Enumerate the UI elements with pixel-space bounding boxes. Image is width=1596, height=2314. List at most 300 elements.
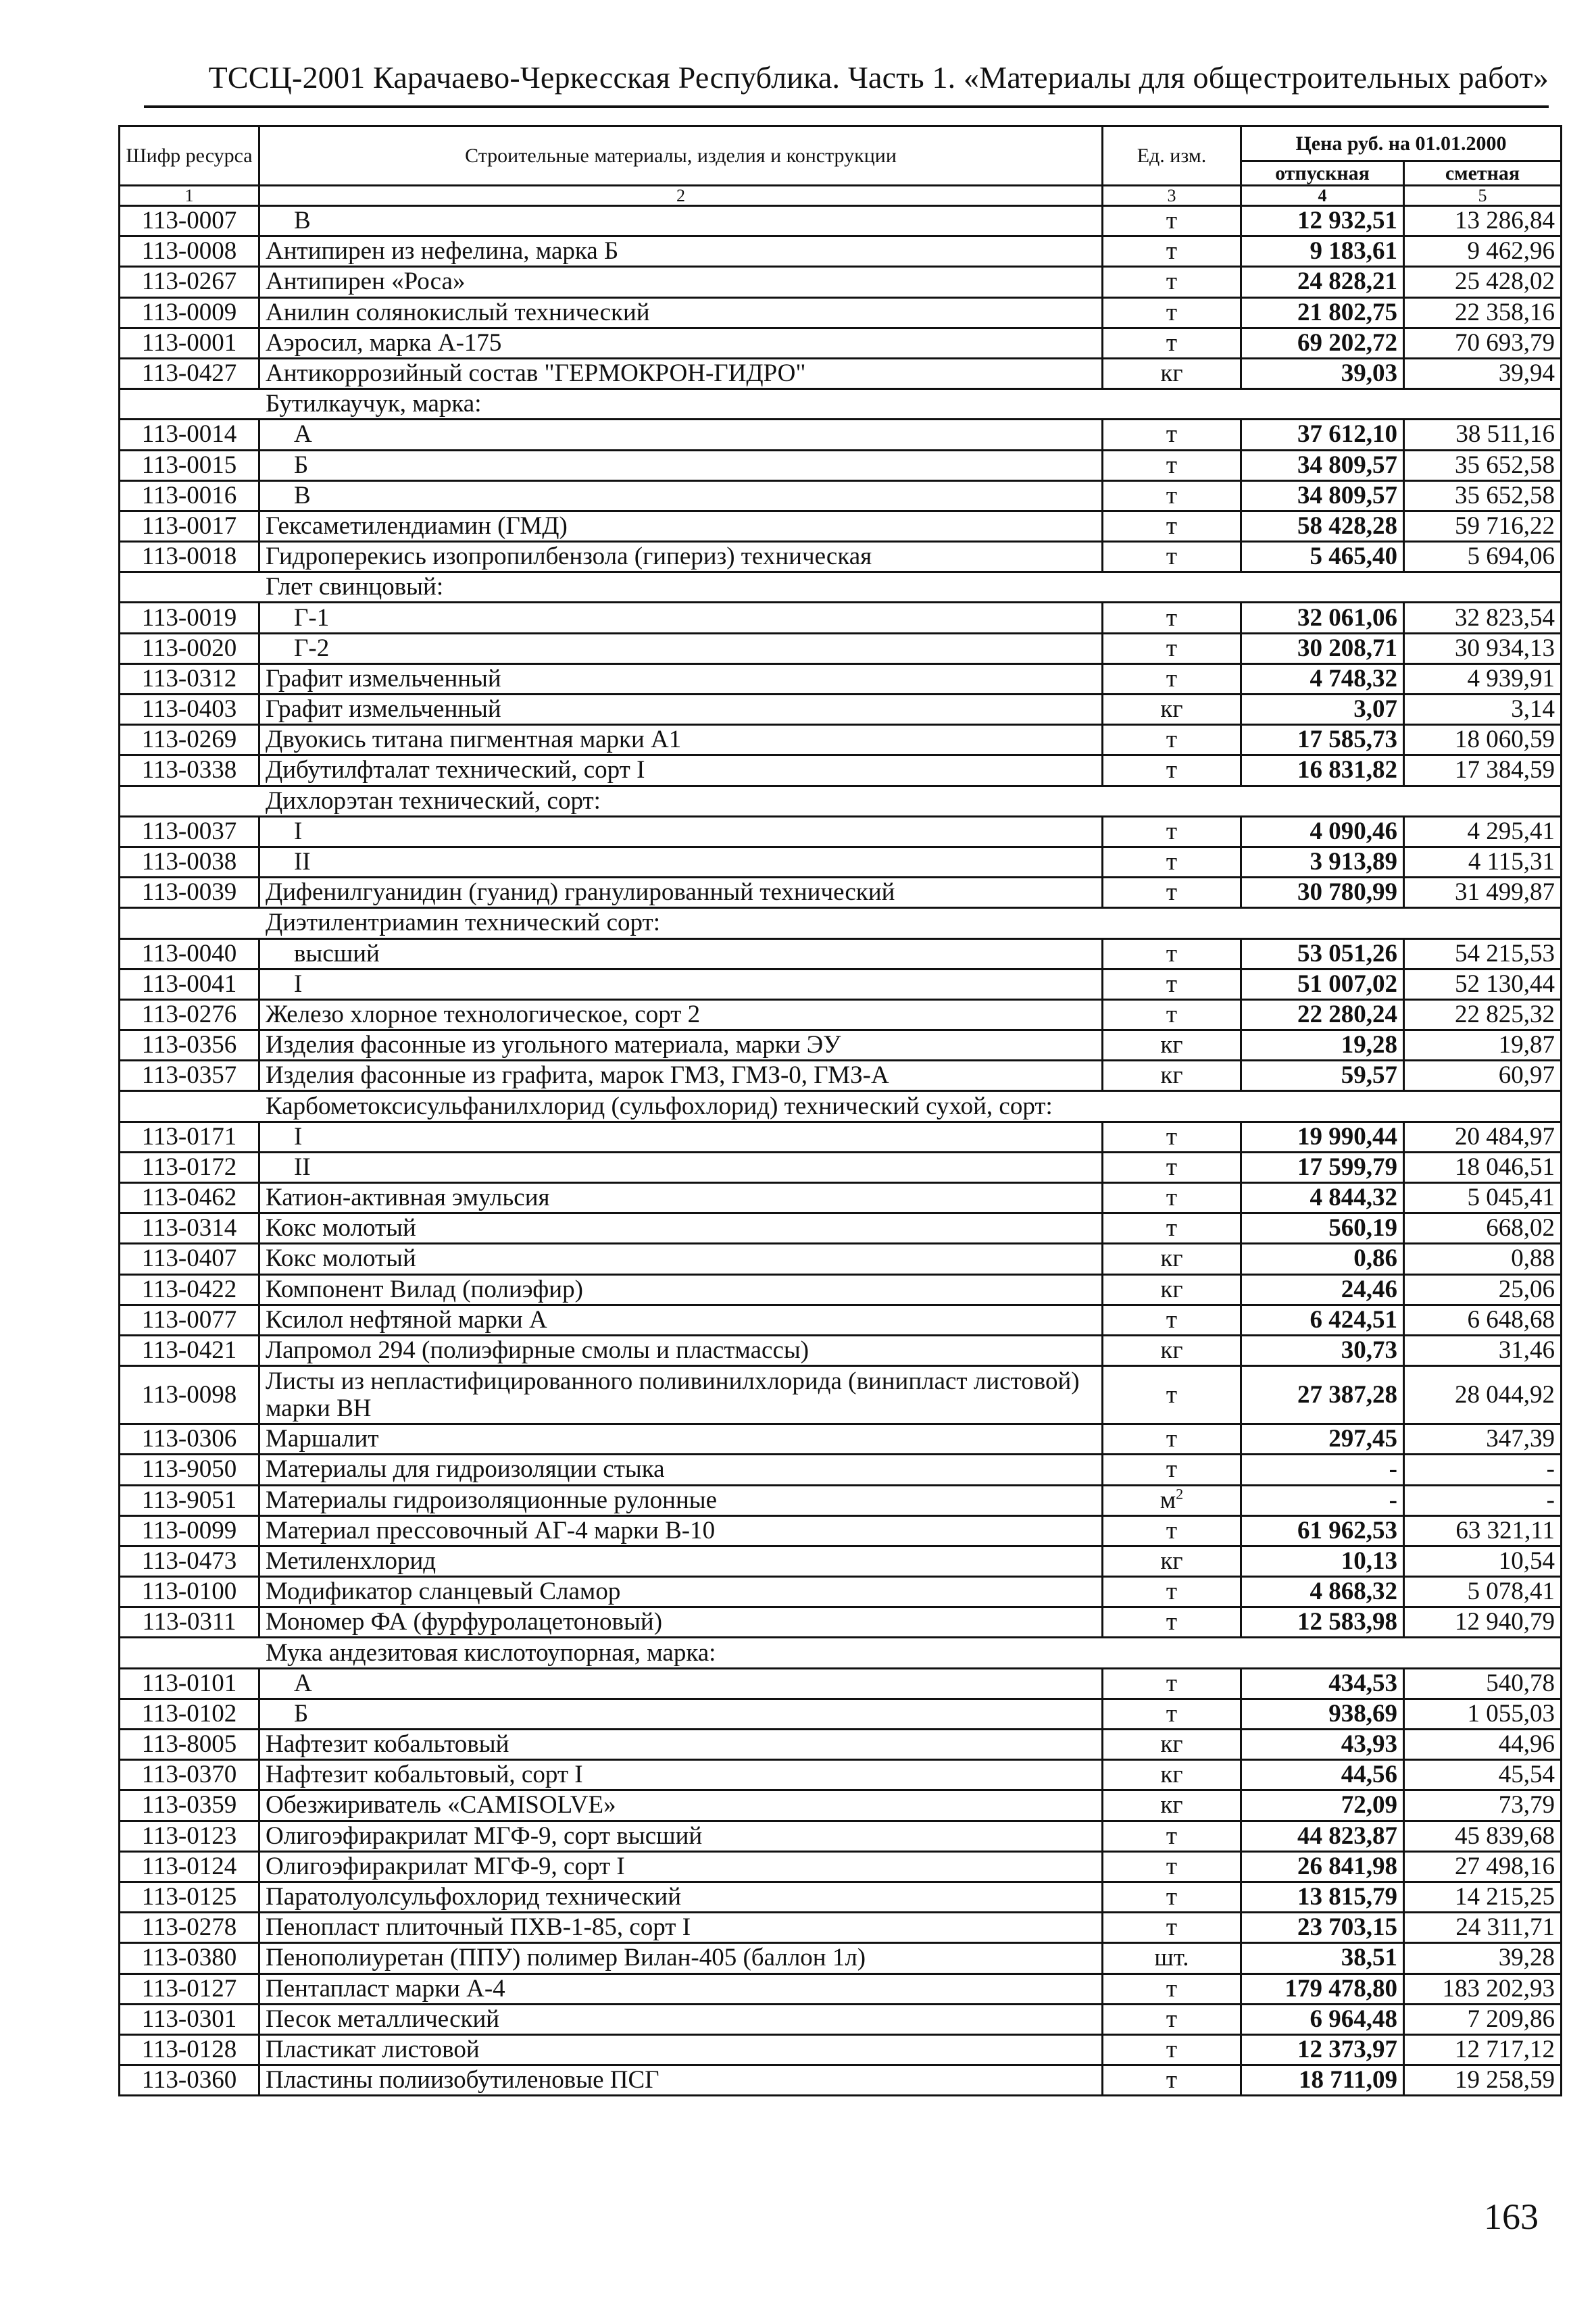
unit-of-measure: кг [1103, 1030, 1241, 1061]
release-price: 58 428,28 [1241, 511, 1404, 541]
col-header-code: Шифр ресурса [120, 126, 259, 186]
estimate-price: 32 823,54 [1404, 603, 1562, 633]
unit-of-measure: т [1103, 1882, 1241, 1912]
resource-code: 113-0016 [120, 480, 259, 511]
material-name: Б [259, 1699, 1103, 1729]
material-name: Изделия фасонные из угольного материала, марки ЭУ [259, 1030, 1103, 1061]
unit-of-measure: т [1103, 1122, 1241, 1152]
estimate-price: 39,94 [1404, 358, 1562, 388]
resource-code: 113-0422 [120, 1274, 259, 1305]
release-price: 26 841,98 [1241, 1851, 1404, 1882]
release-price: 51 007,02 [1241, 969, 1404, 999]
release-price: 21 802,75 [1241, 297, 1404, 328]
table-row [120, 816, 1562, 847]
estimate-price: 7 209,86 [1404, 2004, 1562, 2034]
release-price: 4 868,32 [1241, 1577, 1404, 1607]
estimate-price: 28 044,92 [1404, 1366, 1562, 1424]
material-name: Паратолуолсульфохлорид технический [259, 1882, 1103, 1912]
release-price: 16 831,82 [1241, 755, 1404, 786]
unit-of-measure: т [1103, 2004, 1241, 2034]
table-row [120, 1274, 1562, 1305]
material-name: Лапромол 294 (полиэфирные смолы и пластмассы) [259, 1335, 1103, 1365]
release-price: 13 815,79 [1241, 1882, 1404, 1912]
estimate-price: 12 717,12 [1404, 2034, 1562, 2065]
release-price: 9 183,61 [1241, 236, 1404, 267]
resource-code: 113-0276 [120, 999, 259, 1030]
table-row [120, 1851, 1562, 1882]
table-row [120, 1821, 1562, 1851]
table-row [120, 2034, 1562, 2065]
table-row [120, 1699, 1562, 1729]
table-row [120, 725, 1562, 755]
table-row [120, 1424, 1562, 1455]
col-header-release-price: отпускная [1241, 161, 1404, 186]
material-name: Пластины полиизобутиленовые ПСГ [259, 2065, 1103, 2096]
estimate-price: 30 934,13 [1404, 633, 1562, 663]
estimate-price: 25,06 [1404, 1274, 1562, 1305]
table-row [120, 358, 1562, 388]
table-row [120, 1790, 1562, 1821]
resource-code: 113-0359 [120, 1790, 259, 1821]
unit-superscript: 2 [1176, 1485, 1184, 1503]
table-row [120, 999, 1562, 1030]
table-row [120, 2065, 1562, 2096]
resource-code: 113-8005 [120, 1730, 259, 1760]
table-row [120, 1122, 1562, 1152]
release-price: 12 583,98 [1241, 1607, 1404, 1638]
release-price: 4 748,32 [1241, 663, 1404, 694]
resource-code: 113-0356 [120, 1030, 259, 1061]
group-title: Дихлорэтан технический, сорт: [120, 786, 1562, 816]
resource-code: 113-0314 [120, 1213, 259, 1244]
table-row [120, 1607, 1562, 1638]
release-price: 30,73 [1241, 1335, 1404, 1365]
estimate-price: 4 115,31 [1404, 847, 1562, 877]
page-number: 163 [1484, 2196, 1539, 2237]
material-name: Пенопласт плиточный ПХВ-1-85, сорт I [259, 1913, 1103, 1943]
estimate-price: 4 939,91 [1404, 663, 1562, 694]
resource-code: 113-0020 [120, 633, 259, 663]
table-row [120, 2004, 1562, 2034]
unit-of-measure: т [1103, 1851, 1241, 1882]
estimate-price: 22 825,32 [1404, 999, 1562, 1030]
material-name: Г-1 [259, 603, 1103, 633]
release-price: 0,86 [1241, 1244, 1404, 1274]
table-row [120, 542, 1562, 572]
material-name: А [259, 420, 1103, 450]
estimate-price: 0,88 [1404, 1244, 1562, 1274]
col-header-price: Цена руб. на 01.01.2000 [1241, 126, 1562, 161]
unit-of-measure: т [1103, 969, 1241, 999]
resource-code: 113-0125 [120, 1882, 259, 1912]
resource-code: 113-0101 [120, 1668, 259, 1699]
estimate-price: 39,28 [1404, 1943, 1562, 1973]
resource-code: 113-0407 [120, 1244, 259, 1274]
release-price: - [1241, 1455, 1404, 1485]
material-name: Антикоррозийный состав "ГЕРМОКРОН-ГИДРО" [259, 358, 1103, 388]
estimate-price: 5 694,06 [1404, 542, 1562, 572]
group-header-row [120, 1091, 1562, 1122]
estimate-price: 31,46 [1404, 1335, 1562, 1365]
resource-code: 113-0306 [120, 1424, 259, 1455]
resource-code: 113-0357 [120, 1061, 259, 1091]
resource-code: 113-0015 [120, 450, 259, 480]
estimate-price: 12 940,79 [1404, 1607, 1562, 1638]
unit-of-measure: кг [1103, 1244, 1241, 1274]
estimate-price: 3,14 [1404, 695, 1562, 725]
estimate-price: 25 428,02 [1404, 267, 1562, 297]
material-name: II [259, 847, 1103, 877]
material-name: В [259, 480, 1103, 511]
material-name: Пентапласт марки А-4 [259, 1973, 1103, 2004]
material-name: Обезжириватель «CAMISOLVE» [259, 1790, 1103, 1821]
material-name: Листы из непластифицированного поливинилхлорида (винипласт листовой) марки ВН [259, 1366, 1103, 1424]
table-row [120, 420, 1562, 450]
resource-code: 113-0462 [120, 1183, 259, 1213]
table-row [120, 1546, 1562, 1576]
unit-of-measure: т [1103, 2034, 1241, 2065]
group-header-row [120, 389, 1562, 420]
resource-code: 113-0338 [120, 755, 259, 786]
estimate-price: 45 839,68 [1404, 1821, 1562, 1851]
resource-code: 113-0017 [120, 511, 259, 541]
release-price: 6 964,48 [1241, 2004, 1404, 2034]
estimate-price: 183 202,93 [1404, 1973, 1562, 2004]
material-name: Аэросил, марка А-175 [259, 328, 1103, 358]
material-name: Кокс молотый [259, 1244, 1103, 1274]
release-price: 18 711,09 [1241, 2065, 1404, 2096]
table-row [120, 847, 1562, 877]
resource-code: 113-9051 [120, 1485, 259, 1515]
release-price: 59,57 [1241, 1061, 1404, 1091]
estimate-price: 19,87 [1404, 1030, 1562, 1061]
table-row [120, 1760, 1562, 1790]
resource-code: 113-0014 [120, 420, 259, 450]
table-row [120, 1577, 1562, 1607]
unit-of-measure: кг [1103, 1274, 1241, 1305]
table-row [120, 1183, 1562, 1213]
unit-of-measure: т [1103, 1213, 1241, 1244]
resource-code: 113-0127 [120, 1973, 259, 2004]
material-name: Материалы для гидроизоляции стыка [259, 1455, 1103, 1485]
col-header-unit: Ед. изм. [1103, 126, 1241, 186]
table-row [120, 1335, 1562, 1365]
material-name: Песок металлический [259, 2004, 1103, 2034]
release-price: 32 061,06 [1241, 603, 1404, 633]
estimate-price: 54 215,53 [1404, 938, 1562, 969]
resource-code: 113-0403 [120, 695, 259, 725]
resource-code: 113-0124 [120, 1851, 259, 1882]
release-price: 53 051,26 [1241, 938, 1404, 969]
release-price: 39,03 [1241, 358, 1404, 388]
estimate-price: 17 384,59 [1404, 755, 1562, 786]
table-row [120, 878, 1562, 908]
material-name: Катион-активная эмульсия [259, 1183, 1103, 1213]
unit-of-measure: т [1103, 1699, 1241, 1729]
table-row [120, 1515, 1562, 1546]
release-price: 5 465,40 [1241, 542, 1404, 572]
resource-code: 113-0039 [120, 878, 259, 908]
unit-of-measure: т [1103, 1973, 1241, 2004]
group-title: Диэтилентриамин технический сорт: [120, 908, 1562, 938]
release-price: 19 990,44 [1241, 1122, 1404, 1152]
estimate-price: 24 311,71 [1404, 1913, 1562, 1943]
table-row [120, 663, 1562, 694]
material-name: I [259, 969, 1103, 999]
release-price: 27 387,28 [1241, 1366, 1404, 1424]
unit-of-measure: кг [1103, 1546, 1241, 1576]
estimate-price: 1 055,03 [1404, 1699, 1562, 1729]
table-row [120, 267, 1562, 297]
release-price: 560,19 [1241, 1213, 1404, 1244]
unit-of-measure: т [1103, 420, 1241, 450]
table-row [120, 755, 1562, 786]
table-row [120, 1213, 1562, 1244]
table-row [120, 1061, 1562, 1091]
unit-of-measure: т [1103, 1424, 1241, 1455]
unit-of-measure: т [1103, 1668, 1241, 1699]
unit-of-measure: т [1103, 480, 1241, 511]
col-number-1: 1 [120, 186, 259, 206]
resource-code: 113-0267 [120, 267, 259, 297]
table-row [120, 1455, 1562, 1485]
group-title: Карбометоксисульфанилхлорид (сульфохлорид) технический сухой, сорт: [120, 1091, 1562, 1122]
estimate-price: 20 484,97 [1404, 1122, 1562, 1152]
resource-code: 113-0098 [120, 1366, 259, 1424]
material-name: Модификатор сланцевый Сламор [259, 1577, 1103, 1607]
material-name: Г-2 [259, 633, 1103, 663]
release-price: 30 780,99 [1241, 878, 1404, 908]
resource-code: 113-0018 [120, 542, 259, 572]
material-name: I [259, 816, 1103, 847]
resource-code: 113-0040 [120, 938, 259, 969]
unit-of-measure: т [1103, 236, 1241, 267]
unit-of-measure: т [1103, 297, 1241, 328]
material-name: Материалы гидроизоляционные рулонные [259, 1485, 1103, 1515]
unit-of-measure: кг [1103, 358, 1241, 388]
header-rule [144, 105, 1549, 108]
estimate-price: 4 295,41 [1404, 816, 1562, 847]
release-price: 24 828,21 [1241, 267, 1404, 297]
unit-of-measure: т [1103, 663, 1241, 694]
unit-text: м [1159, 1486, 1176, 1514]
unit-of-measure: т [1103, 1821, 1241, 1851]
unit-of-measure: т [1103, 999, 1241, 1030]
unit-of-measure: т [1103, 1366, 1241, 1424]
material-name: Пластикат листовой [259, 2034, 1103, 2065]
table-row [120, 1485, 1562, 1515]
resource-code: 113-0473 [120, 1546, 259, 1576]
estimate-price: 35 652,58 [1404, 450, 1562, 480]
unit-of-measure: кг [1103, 1730, 1241, 1760]
resource-code: 113-0278 [120, 1913, 259, 1943]
release-price: 10,13 [1241, 1546, 1404, 1576]
release-price: 12 373,97 [1241, 2034, 1404, 2065]
release-price: 12 932,51 [1241, 206, 1404, 236]
table-row [120, 1152, 1562, 1182]
release-price: 34 809,57 [1241, 450, 1404, 480]
unit-of-measure: т [1103, 328, 1241, 358]
resource-code: 113-9050 [120, 1455, 259, 1485]
unit-of-measure: кг [1103, 1760, 1241, 1790]
estimate-price: 60,97 [1404, 1061, 1562, 1091]
material-name: Дибутилфталат технический, сорт I [259, 755, 1103, 786]
material-name: Компонент Вилад (полиэфир) [259, 1274, 1103, 1305]
unit-of-measure: т [1103, 511, 1241, 541]
table-row [120, 1305, 1562, 1335]
release-price: 3 913,89 [1241, 847, 1404, 877]
resource-code: 113-0037 [120, 816, 259, 847]
release-price: 17 585,73 [1241, 725, 1404, 755]
table-body [120, 206, 1562, 2096]
table-row [120, 297, 1562, 328]
resource-code: 113-0099 [120, 1515, 259, 1546]
estimate-price: 18 046,51 [1404, 1152, 1562, 1182]
table-row [120, 206, 1562, 236]
unit-of-measure: т [1103, 1515, 1241, 1546]
resource-code: 113-0171 [120, 1122, 259, 1152]
table-row [120, 938, 1562, 969]
material-name: Двуокись титана пигментная марки А1 [259, 725, 1103, 755]
col-number-3: 3 [1103, 186, 1241, 206]
group-header-row [120, 908, 1562, 938]
estimate-price: 27 498,16 [1404, 1851, 1562, 1882]
group-header-row [120, 572, 1562, 603]
group-header-row [120, 1638, 1562, 1668]
table-row [120, 328, 1562, 358]
material-name: Анилин солянокислый технический [259, 297, 1103, 328]
resource-code: 113-0100 [120, 1577, 259, 1607]
col-number-2: 2 [259, 186, 1103, 206]
material-name: Графит измельченный [259, 663, 1103, 694]
material-name: Дифенилгуанидин (гуанид) гранулированный технический [259, 878, 1103, 908]
estimate-price: 5 078,41 [1404, 1577, 1562, 1607]
table-row [120, 1668, 1562, 1699]
material-name: Гидроперекись изопропилбензола (гипериз) техническая [259, 542, 1103, 572]
material-name: Пенополиуретан (ППУ) полимер Вилан-405 (баллон 1л) [259, 1943, 1103, 1973]
estimate-price: 52 130,44 [1404, 969, 1562, 999]
release-price: 43,93 [1241, 1730, 1404, 1760]
release-price: - [1241, 1485, 1404, 1515]
table-row [120, 480, 1562, 511]
unit-of-measure: т [1103, 725, 1241, 755]
unit-of-measure: кг [1103, 1335, 1241, 1365]
release-price: 19,28 [1241, 1030, 1404, 1061]
resource-code: 113-0172 [120, 1152, 259, 1182]
unit-of-measure: т [1103, 206, 1241, 236]
unit-of-measure: т [1103, 1577, 1241, 1607]
unit-of-measure: т [1103, 1152, 1241, 1182]
table-row [120, 1366, 1562, 1424]
group-title: Глет свинцовый: [120, 572, 1562, 603]
release-price: 938,69 [1241, 1699, 1404, 1729]
release-price: 38,51 [1241, 1943, 1404, 1973]
resource-code: 113-0123 [120, 1821, 259, 1851]
unit-of-measure: т [1103, 1913, 1241, 1943]
table-row [120, 1730, 1562, 1760]
release-price: 61 962,53 [1241, 1515, 1404, 1546]
unit-of-measure: т [1103, 1455, 1241, 1485]
resource-code: 113-0380 [120, 1943, 259, 1973]
unit-of-measure: т [1103, 450, 1241, 480]
resource-code: 113-0009 [120, 297, 259, 328]
resource-code: 113-0312 [120, 663, 259, 694]
unit-of-measure: т [1103, 1305, 1241, 1335]
estimate-price: 63 321,11 [1404, 1515, 1562, 1546]
estimate-price: 668,02 [1404, 1213, 1562, 1244]
table-row [120, 969, 1562, 999]
table-row [120, 1244, 1562, 1274]
estimate-price: 9 462,96 [1404, 236, 1562, 267]
material-name: Б [259, 450, 1103, 480]
estimate-price: 540,78 [1404, 1668, 1562, 1699]
release-price: 17 599,79 [1241, 1152, 1404, 1182]
table-row [120, 1030, 1562, 1061]
estimate-price: 44,96 [1404, 1730, 1562, 1760]
document-title: ТССЦ-2001 Карачаево-Черкесская Республика. Часть 1. «Материалы для общестроительных работ» [208, 60, 1549, 95]
material-name: Изделия фасонные из графита, марок ГМЗ, ГМЗ-0, ГМЗ-А [259, 1061, 1103, 1091]
resource-code: 113-0038 [120, 847, 259, 877]
estimate-price: 73,79 [1404, 1790, 1562, 1821]
material-name: Материал прессовочный АГ-4 марки В-10 [259, 1515, 1103, 1546]
resource-code: 113-0269 [120, 725, 259, 755]
resource-code: 113-0370 [120, 1760, 259, 1790]
resource-code: 113-0007 [120, 206, 259, 236]
unit-of-measure: шт. [1103, 1943, 1241, 1973]
estimate-price: 19 258,59 [1404, 2065, 1562, 2096]
estimate-price: 13 286,84 [1404, 206, 1562, 236]
material-name: Метиленхлорид [259, 1546, 1103, 1576]
col-number-5: 5 [1404, 186, 1562, 206]
release-price: 434,53 [1241, 1668, 1404, 1699]
group-title: Мука андезитовая кислотоупорная, марка: [120, 1638, 1562, 1668]
estimate-price: 59 716,22 [1404, 511, 1562, 541]
estimate-price: - [1404, 1485, 1562, 1515]
resource-code: 113-0077 [120, 1305, 259, 1335]
unit-of-measure: кг [1103, 695, 1241, 725]
estimate-price: 45,54 [1404, 1760, 1562, 1790]
col-header-name: Строительные материалы, изделия и конструкции [259, 126, 1103, 186]
unit-of-measure: т [1103, 633, 1241, 663]
materials-price-table [118, 125, 1562, 2096]
estimate-price: 14 215,25 [1404, 1882, 1562, 1912]
estimate-price: 70 693,79 [1404, 328, 1562, 358]
release-price: 6 424,51 [1241, 1305, 1404, 1335]
release-price: 37 612,10 [1241, 420, 1404, 450]
material-name: А [259, 1668, 1103, 1699]
estimate-price: 38 511,16 [1404, 420, 1562, 450]
resource-code: 113-0360 [120, 2065, 259, 2096]
material-name: В [259, 206, 1103, 236]
table-row [120, 695, 1562, 725]
material-name: II [259, 1152, 1103, 1182]
release-price: 4 090,46 [1241, 816, 1404, 847]
material-name: I [259, 1122, 1103, 1152]
col-header-estimate-price: сметная [1404, 161, 1562, 186]
unit-of-measure: кг [1103, 1790, 1241, 1821]
release-price: 34 809,57 [1241, 480, 1404, 511]
material-name: Антипирен из нефелина, марка Б [259, 236, 1103, 267]
table-row [120, 511, 1562, 541]
unit-of-measure: т [1103, 878, 1241, 908]
resource-code: 113-0301 [120, 2004, 259, 2034]
release-price: 30 208,71 [1241, 633, 1404, 663]
release-price: 3,07 [1241, 695, 1404, 725]
resource-code: 113-0427 [120, 358, 259, 388]
unit-of-measure [1103, 1485, 1241, 1515]
group-title: Бутилкаучук, марка: [120, 389, 1562, 420]
resource-code: 113-0041 [120, 969, 259, 999]
